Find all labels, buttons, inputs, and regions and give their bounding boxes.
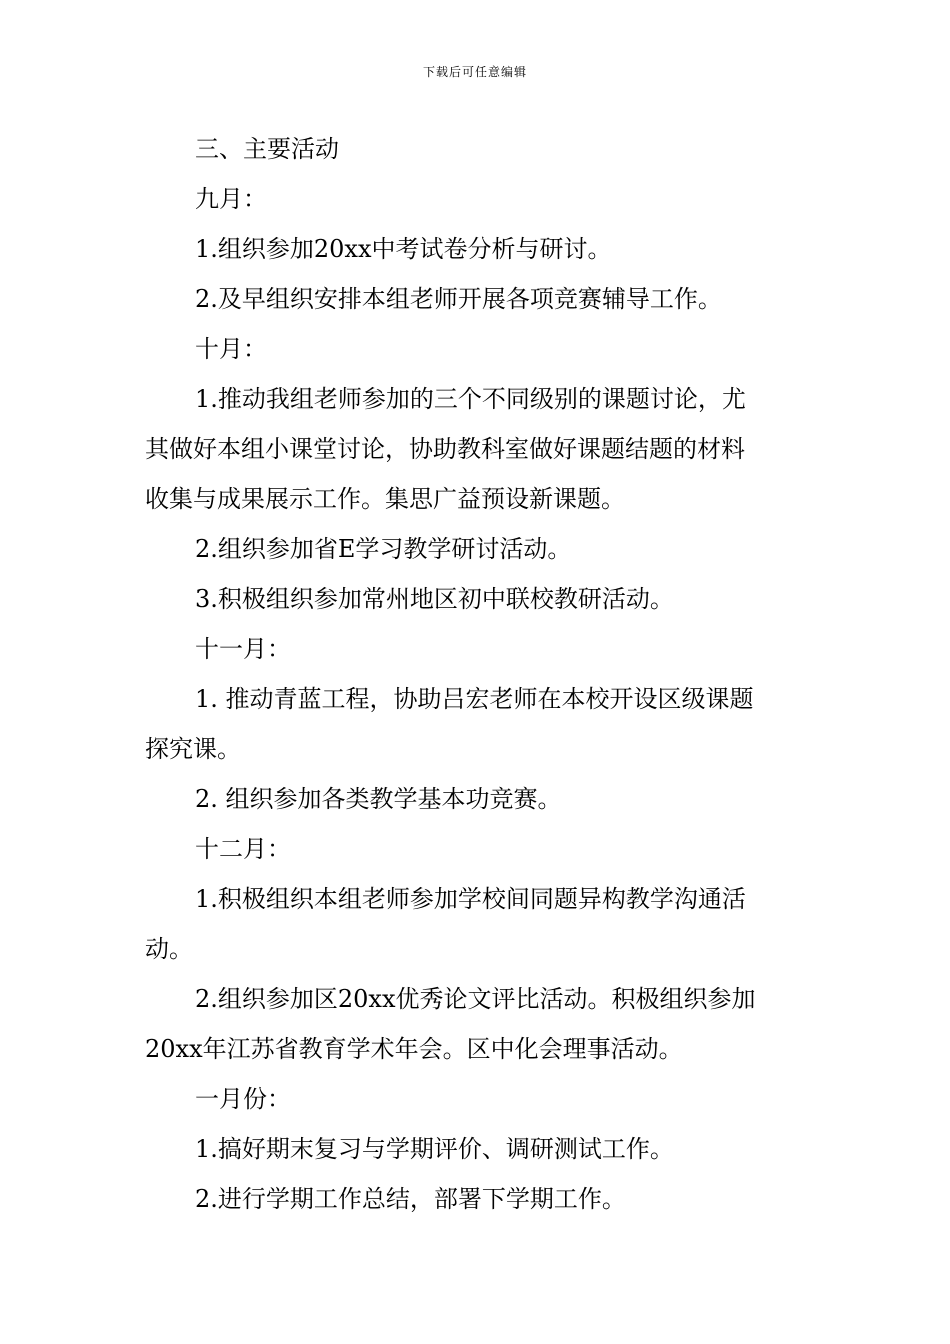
- october-item-1-line-2: 其做好本组小课堂讨论，协助教科室做好课题结题的材料: [145, 435, 745, 463]
- heading-october: 十月：: [195, 335, 267, 363]
- january-item-2: 2.进行学期工作总结，部署下学期工作。: [195, 1185, 626, 1213]
- december-item-1-line-2: 动。: [145, 935, 193, 963]
- november-item-1-line-1: 1. 推动青蓝工程，协助吕宏老师在本校开设区级课题: [195, 685, 754, 713]
- november-item-1-line-2: 探究课。: [145, 735, 241, 763]
- december-item-2-line-1: 2.组织参加区20xx优秀论文评比活动。积极组织参加: [195, 985, 756, 1013]
- october-item-2: 2.组织参加省E学习教学研讨活动。: [195, 535, 572, 563]
- section-title: 三、主要活动: [195, 135, 339, 163]
- document-body: [145, 124, 805, 1224]
- heading-january: 一月份：: [195, 1085, 291, 1113]
- october-item-3: 3.积极组织参加常州地区初中联校教研活动。: [195, 585, 674, 613]
- october-item-1-line-3: 收集与成果展示工作。集思广益预设新课题。: [145, 485, 625, 513]
- heading-september: 九月：: [195, 185, 267, 213]
- december-item-1-line-1: 1.积极组织本组老师参加学校间同题异构教学沟通活: [195, 885, 746, 913]
- page-header: 下载后可任意编辑: [422, 65, 527, 79]
- october-item-1-line-1: 1.推动我组老师参加的三个不同级别的课题讨论，尤: [195, 385, 746, 413]
- heading-november: 十一月：: [195, 635, 291, 663]
- heading-december: 十二月：: [195, 835, 291, 863]
- november-item-2: 2. 组织参加各类教学基本功竞赛。: [195, 785, 562, 813]
- january-item-1: 1.搞好期末复习与学期评价、调研测试工作。: [195, 1135, 674, 1163]
- september-item-2: 2.及早组织安排本组老师开展各项竞赛辅导工作。: [195, 285, 722, 313]
- december-item-2-line-2: 20xx年江苏省教育学术年会。区中化会理事活动。: [145, 1035, 683, 1063]
- september-item-1: 1.组织参加20xx中考试卷分析与研讨。: [195, 235, 612, 263]
